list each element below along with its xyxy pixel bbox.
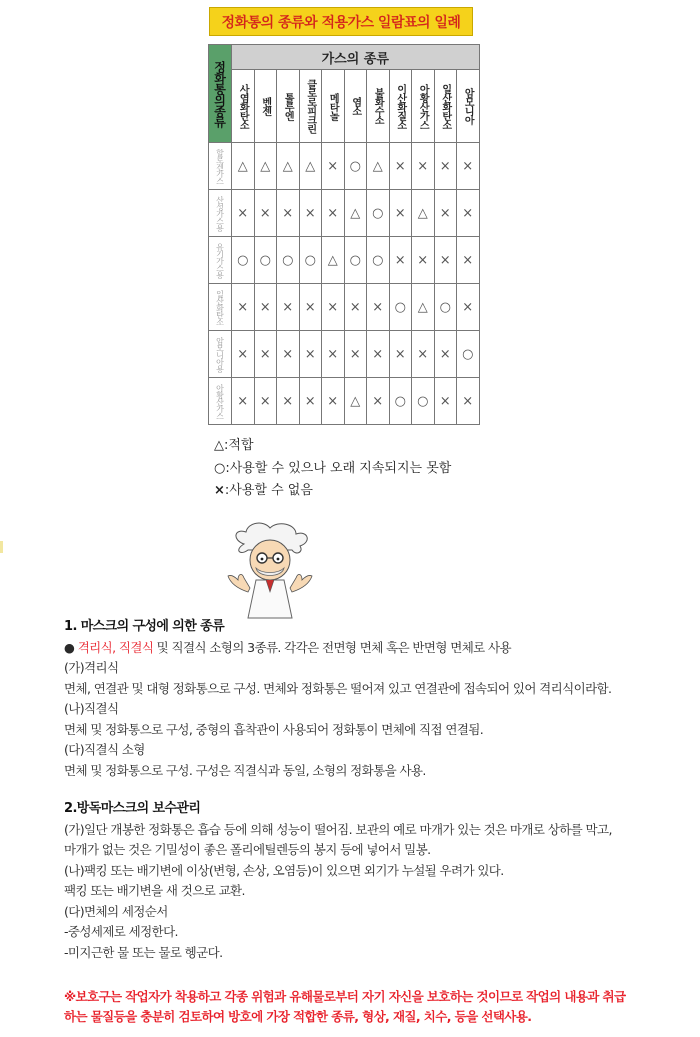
maintenance-line-6: -중성세제로 세정한다. — [64, 924, 178, 939]
canister-row-header: 암모니아용 — [209, 331, 232, 378]
compatibility-cell: × — [277, 378, 300, 425]
compatibility-cell: × — [434, 237, 457, 284]
type-isolated: 격리식 — [77, 639, 113, 655]
compatibility-cell: ○ — [367, 237, 390, 284]
compatibility-cell: × — [389, 331, 412, 378]
cross-icon: × — [214, 483, 225, 498]
gas-column-header: 사염화탄소 — [232, 70, 255, 143]
compatibility-cell: × — [232, 190, 255, 237]
table-row — [209, 237, 480, 284]
compatibility-cell: × — [232, 331, 255, 378]
table-row — [209, 143, 480, 190]
legend-text: 사용할 수 있으나 오래 지속되지는 못함 — [229, 461, 452, 476]
compatibility-cell: × — [457, 284, 480, 331]
compatibility-cell: × — [322, 378, 345, 425]
maintenance-line-2: 마개가 없는 것은 기밀성이 좋은 폴리에틸렌등의 봉지 등에 넣어서 밀봉. — [64, 842, 431, 857]
compatibility-cell: ○ — [344, 143, 367, 190]
compatibility-cell: △ — [232, 143, 255, 190]
subsection-b-text: 면체 및 정화통으로 구성, 중형의 흡착관이 사용되어 정화통이 면체에 직접 연결됨. — [64, 721, 484, 737]
compatibility-cell: × — [322, 284, 345, 331]
compatibility-cell: × — [232, 284, 255, 331]
gas-column-header: 아황산가스 — [412, 70, 435, 143]
gas-column-header: 톨루엔 — [277, 70, 300, 143]
gas-compatibility-table — [208, 44, 480, 425]
triangle-icon: △ — [214, 438, 224, 453]
compatibility-cell: × — [322, 190, 345, 237]
compatibility-cell: × — [277, 284, 300, 331]
compatibility-cell: × — [434, 331, 457, 378]
canister-row-header: 유기가스용 — [209, 237, 232, 284]
compatibility-cell: ○ — [299, 237, 322, 284]
section2-heading: 2.방독마스크의 보수관리 — [64, 801, 201, 816]
compatibility-cell: × — [344, 284, 367, 331]
compatibility-cell: ○ — [277, 237, 300, 284]
warning-note — [64, 987, 694, 1027]
compatibility-cell: × — [299, 378, 322, 425]
compatibility-cell: × — [299, 284, 322, 331]
gas-column-header: 일산화탄소 — [434, 70, 457, 143]
maintenance-line-1: (가)일단 개봉한 정화통은 흡습 등에 의해 성능이 떨어짐. 보관의 예로 마개가 있는 것은 마개로 상하를 막고, — [64, 821, 612, 837]
table-row — [209, 190, 480, 237]
compatibility-cell: ○ — [389, 378, 412, 425]
compatibility-cell: ○ — [457, 331, 480, 378]
gas-column-header: 암모니아 — [457, 70, 480, 143]
warning-line-1: ※보호구는 작업자가 착용하고 각종 위험과 유해물로부터 자기 자신을 보호하는 것이므로 작업의 내용과 취급 — [64, 989, 626, 1004]
compatibility-cell: × — [412, 143, 435, 190]
maintenance-line-4: 팩킹 또는 배기변을 새 것으로 교환. — [64, 883, 245, 898]
type-direct: 직결식 — [118, 639, 154, 655]
canister-type-header: 정화통의종류 — [209, 45, 232, 143]
canister-row-header: 아황산가스 — [209, 378, 232, 425]
compatibility-cell: × — [434, 378, 457, 425]
bullet-icon: ● — [64, 639, 75, 655]
subsection-c-text: 면체 및 정화통으로 구성. 구성은 직결식과 동일, 소형의 정화통을 사용. — [64, 762, 426, 778]
compatibility-cell: △ — [412, 284, 435, 331]
section1-bullet: ● 격리식, 직결식 및 직결식 소형의 3종류. 각각은 전면형 면체 혹은 반면형 면체로 사용 — [64, 639, 511, 655]
compatibility-cell: × — [412, 237, 435, 284]
compatibility-cell: × — [299, 331, 322, 378]
compatibility-cell: × — [254, 190, 277, 237]
table-row — [209, 284, 480, 331]
compatibility-cell: △ — [344, 378, 367, 425]
gas-column-header: 벤젠 — [254, 70, 277, 143]
compatibility-cell: △ — [367, 143, 390, 190]
canister-row-header: 산성가스용 — [209, 190, 232, 237]
compatibility-cell: × — [434, 190, 457, 237]
legend-item-suitable: △:적합 — [214, 438, 254, 453]
table-row — [209, 331, 480, 378]
maintenance-line-5: (다)면체의 세정순서 — [64, 903, 168, 919]
compatibility-cell: × — [344, 331, 367, 378]
subsection-a-title: (가)격리식 — [64, 660, 119, 675]
compatibility-cell: ○ — [344, 237, 367, 284]
gas-type-header: 가스의 종류 — [232, 45, 480, 70]
gas-column-headers — [209, 70, 480, 143]
gas-column-header: 이산화질소 — [389, 70, 412, 143]
subsection-c-title: (다)직결식 소형 — [64, 742, 145, 757]
main-content — [64, 617, 684, 963]
compatibility-cell: ○ — [367, 190, 390, 237]
compatibility-cell: ○ — [232, 237, 255, 284]
compatibility-cell: × — [412, 331, 435, 378]
compatibility-cell: × — [254, 284, 277, 331]
compatibility-cell: ○ — [389, 284, 412, 331]
compatibility-cell: × — [322, 331, 345, 378]
section1-heading: 1. 마스크의 구성에 의한 종류 — [64, 619, 225, 634]
circle-icon: ○ — [214, 461, 226, 476]
compatibility-cell: × — [389, 190, 412, 237]
compatibility-cell: △ — [254, 143, 277, 190]
table-body — [209, 143, 480, 425]
compatibility-cell: × — [254, 331, 277, 378]
compatibility-cell: × — [457, 237, 480, 284]
gas-column-header: 염소 — [344, 70, 367, 143]
legend-text: 사용할 수 없음 — [229, 483, 313, 498]
compatibility-cell: △ — [412, 190, 435, 237]
margin-mark — [0, 541, 3, 553]
compatibility-cell: × — [322, 143, 345, 190]
compatibility-cell: × — [232, 378, 255, 425]
canister-row-header: 일산화탄소 — [209, 284, 232, 331]
gas-column-header: 클로로피크린 — [299, 70, 322, 143]
table-row — [209, 378, 480, 425]
legend-item-limited: ○:사용할 수 있으나 오래 지속되지는 못함 — [214, 461, 452, 476]
canister-row-header: 할로겐가스 — [209, 143, 232, 190]
subsection-a-text: 면체, 연결관 및 대형 정화통으로 구성. 면체와 정화통은 떨어져 있고 연결관에 접속되어 있어 격리식이라함. — [64, 680, 612, 696]
compatibility-cell: △ — [322, 237, 345, 284]
compatibility-cell: × — [367, 378, 390, 425]
compatibility-cell: ○ — [254, 237, 277, 284]
compatibility-cell: × — [457, 190, 480, 237]
compatibility-cell: × — [277, 331, 300, 378]
compatibility-cell: × — [434, 143, 457, 190]
legend-text: 적합 — [228, 438, 254, 453]
compatibility-cell: × — [367, 284, 390, 331]
compatibility-cell: ○ — [412, 378, 435, 425]
compatibility-cell: × — [299, 190, 322, 237]
compatibility-cell: × — [254, 378, 277, 425]
compatibility-cell: × — [389, 143, 412, 190]
subsection-b-title: (나)직결식 — [64, 701, 119, 716]
compatibility-cell: × — [457, 378, 480, 425]
compatibility-cell: △ — [299, 143, 322, 190]
compatibility-cell: ○ — [434, 284, 457, 331]
compatibility-cell: × — [277, 190, 300, 237]
gas-column-header: 메타놀 — [322, 70, 345, 143]
professor-illustration — [226, 522, 314, 622]
compatibility-cell: × — [367, 331, 390, 378]
compatibility-cell: △ — [344, 190, 367, 237]
compatibility-cell: △ — [277, 143, 300, 190]
compatibility-cell: × — [389, 237, 412, 284]
maintenance-line-3: (나)팩킹 또는 배기변에 이상(변형, 손상, 오염등)이 있으면 외기가 누설될 우려가 있다. — [64, 862, 504, 878]
compatibility-cell: × — [457, 143, 480, 190]
warning-line-2: 하는 물질등을 충분히 검토하여 방호에 가장 적합한 종류, 형상, 재질, 치수, 등을 선택사용. — [64, 1009, 532, 1024]
legend-item-unusable: ×:사용할 수 없음 — [214, 483, 313, 498]
maintenance-line-7: -미지근한 물 또는 물로 헹군다. — [64, 944, 223, 960]
page-title: 정화통의 종류와 적용가스 일람표의 일례 — [209, 7, 473, 36]
gas-column-header: 불화수소 — [367, 70, 390, 143]
